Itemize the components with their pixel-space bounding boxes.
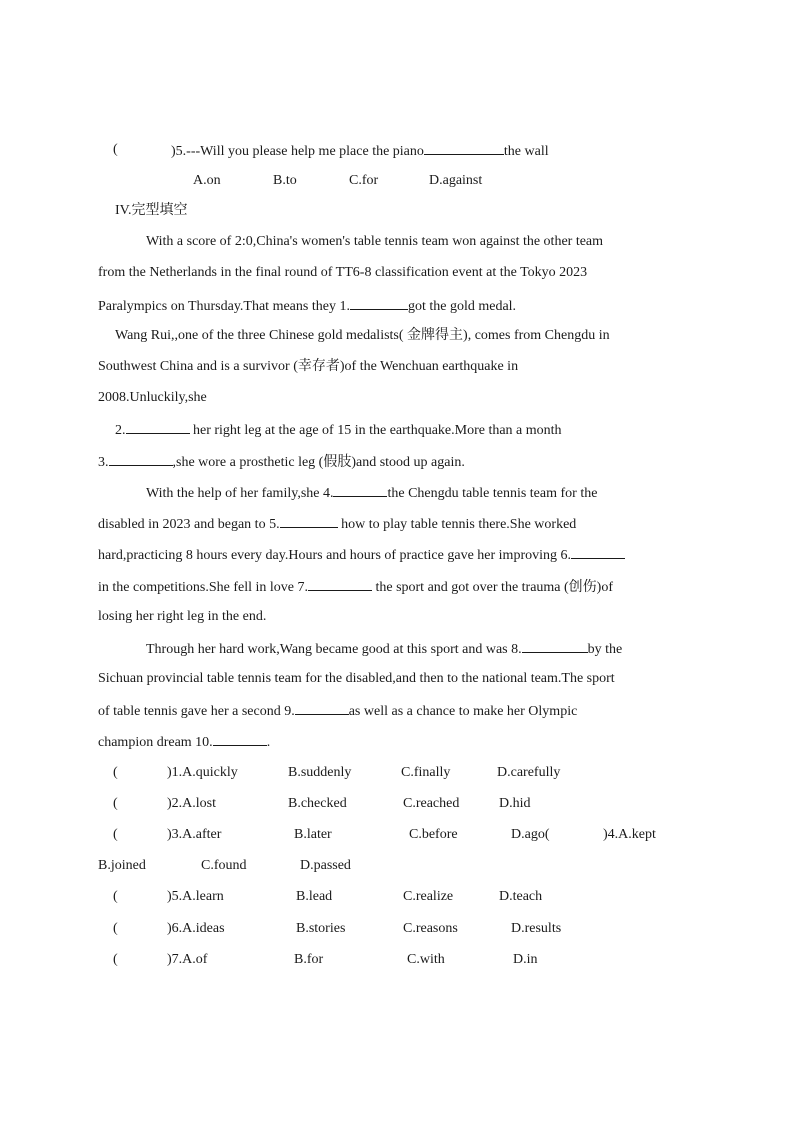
q5-top-blank[interactable] xyxy=(424,140,504,155)
q5-top-after: the wall xyxy=(503,144,549,159)
p3-line3-a: hard,practicing 8 hours every day.Hours and hours of practice gave her improving 6. xyxy=(98,548,571,563)
q5-top-stem xyxy=(171,140,549,162)
p3-line4-a: in the competitions.She fell in love 7. xyxy=(98,580,308,595)
q5-paren: ( xyxy=(113,889,118,904)
p4-line1-b: by the xyxy=(587,642,623,657)
q1-option-a: )1.A.quickly xyxy=(167,765,238,780)
q5-top-option-a: A.on xyxy=(193,173,221,188)
blank-6[interactable] xyxy=(571,544,625,559)
q1-option-d: D.carefully xyxy=(497,765,561,780)
blank-1[interactable] xyxy=(350,295,408,310)
q3-option-b: B.later xyxy=(294,827,332,842)
p2-line4-b: her right leg at the age of 15 in the earthquake.More than a month xyxy=(189,423,562,438)
q3-paren: ( xyxy=(113,827,118,842)
q7-paren: ( xyxy=(113,952,118,967)
blank-7[interactable] xyxy=(308,576,372,591)
q4-option-d: D.passed xyxy=(300,858,351,873)
p2-line4 xyxy=(115,419,562,441)
section-title: IV.完型填空 xyxy=(115,203,188,218)
p4-line3-b: as well as a chance to make her Olympic xyxy=(348,704,578,719)
q4-option-a: )4.A.kept xyxy=(603,827,656,842)
blank-8[interactable] xyxy=(522,638,588,653)
blank-9[interactable] xyxy=(295,700,349,715)
p4-line1 xyxy=(146,638,622,660)
q1-option-c: C.finally xyxy=(401,765,451,780)
p2-line5-a: 3. xyxy=(98,455,109,470)
q5-top-option-d: D.against xyxy=(429,173,483,188)
q5-option-b: B.lead xyxy=(296,889,333,904)
p4-line4 xyxy=(98,731,270,753)
q5-option-c: C.realize xyxy=(403,889,454,904)
p2-line5 xyxy=(98,451,465,473)
p2-line4-a: 2. xyxy=(115,423,126,438)
p3-line2-a: disabled in 2023 and began to 5. xyxy=(98,517,280,532)
p1-line3 xyxy=(98,295,516,317)
blank-2[interactable] xyxy=(126,419,190,434)
q1-paren: ( xyxy=(113,765,118,780)
p1-line3-b: got the gold medal. xyxy=(407,299,517,314)
p3-line2 xyxy=(98,513,576,535)
blank-3[interactable] xyxy=(109,451,173,466)
q5-option-d: D.teach xyxy=(499,889,543,904)
blank-4[interactable] xyxy=(333,482,387,497)
p2-line3: 2008.Unluckily,she xyxy=(98,390,207,405)
p4-line4-b: . xyxy=(266,735,271,750)
q6-option-a: )6.A.ideas xyxy=(167,921,225,936)
q2-option-d: D.hid xyxy=(499,796,531,811)
p3-line2-b: how to play table tennis there.She worked xyxy=(337,517,577,532)
blank-10[interactable] xyxy=(213,731,267,746)
q6-paren: ( xyxy=(113,921,118,936)
q6-option-b: B.stories xyxy=(296,921,346,936)
q7-option-d: D.in xyxy=(513,952,538,967)
p3-line4 xyxy=(98,576,613,598)
blank-5[interactable] xyxy=(280,513,338,528)
q3-option-d: D.ago( xyxy=(511,827,550,842)
q3-option-a: )3.A.after xyxy=(167,827,222,842)
p4-line3-a: of table tennis gave her a second 9. xyxy=(98,704,295,719)
p3-line1-a: With the help of her family,she 4. xyxy=(146,486,334,501)
p3-line1-b: the Chengdu table tennis team for the xyxy=(387,486,598,501)
p3-line1 xyxy=(146,482,597,504)
q7-option-c: C.with xyxy=(407,952,445,967)
p2-line2: Southwest China and is a survivor (幸存者)of the Wenchuan earthquake in xyxy=(98,359,519,374)
p3-line4-b: the sport and got over the trauma (创伤)of xyxy=(371,580,614,595)
p4-line3 xyxy=(98,700,577,722)
q7-option-b: B.for xyxy=(294,952,324,967)
q3-option-c: C.before xyxy=(409,827,458,842)
p2-line5-b: ,she wore a prosthetic leg (假肢)and stood up again. xyxy=(172,455,465,470)
p1-line3-a: Paralympics on Thursday.That means they 1. xyxy=(98,299,350,314)
p3-line3 xyxy=(98,544,625,566)
q2-option-a: )2.A.lost xyxy=(167,796,216,811)
p4-line1-a: Through her hard work,Wang became good at this sport and was 8. xyxy=(146,642,522,657)
q2-option-b: B.checked xyxy=(288,796,347,811)
q1-option-b: B.suddenly xyxy=(288,765,352,780)
p1-line2: from the Netherlands in the final round of TT6-8 classification event at the Tokyo 2023 xyxy=(98,265,588,280)
p4-line2: Sichuan provincial table tennis team for the disabled,and then to the national team.The sport xyxy=(98,671,615,686)
p2-line1: Wang Rui,,one of the three Chinese gold medalists( 金牌得主), comes from Chengdu in xyxy=(115,328,610,343)
q6-option-c: C.reasons xyxy=(403,921,458,936)
q2-paren: ( xyxy=(113,796,118,811)
q6-option-d: D.results xyxy=(511,921,562,936)
p4-line4-a: champion dream 10. xyxy=(98,735,213,750)
q5-top-paren: ( xyxy=(113,142,118,157)
q4-option-c: C.found xyxy=(201,858,247,873)
q4-option-b: B.joined xyxy=(98,858,146,873)
q5-top-option-b: B.to xyxy=(273,173,297,188)
p3-line5: losing her right leg in the end. xyxy=(98,609,267,624)
q5-top-text: )5.---Will you please help me place the piano xyxy=(171,144,424,159)
q7-option-a: )7.A.of xyxy=(167,952,208,967)
q5-top-option-c: C.for xyxy=(349,173,379,188)
p1-line1: With a score of 2:0,China's women's table tennis team won against the other team xyxy=(146,234,604,249)
q2-option-c: C.reached xyxy=(403,796,460,811)
q5-option-a: )5.A.learn xyxy=(167,889,224,904)
